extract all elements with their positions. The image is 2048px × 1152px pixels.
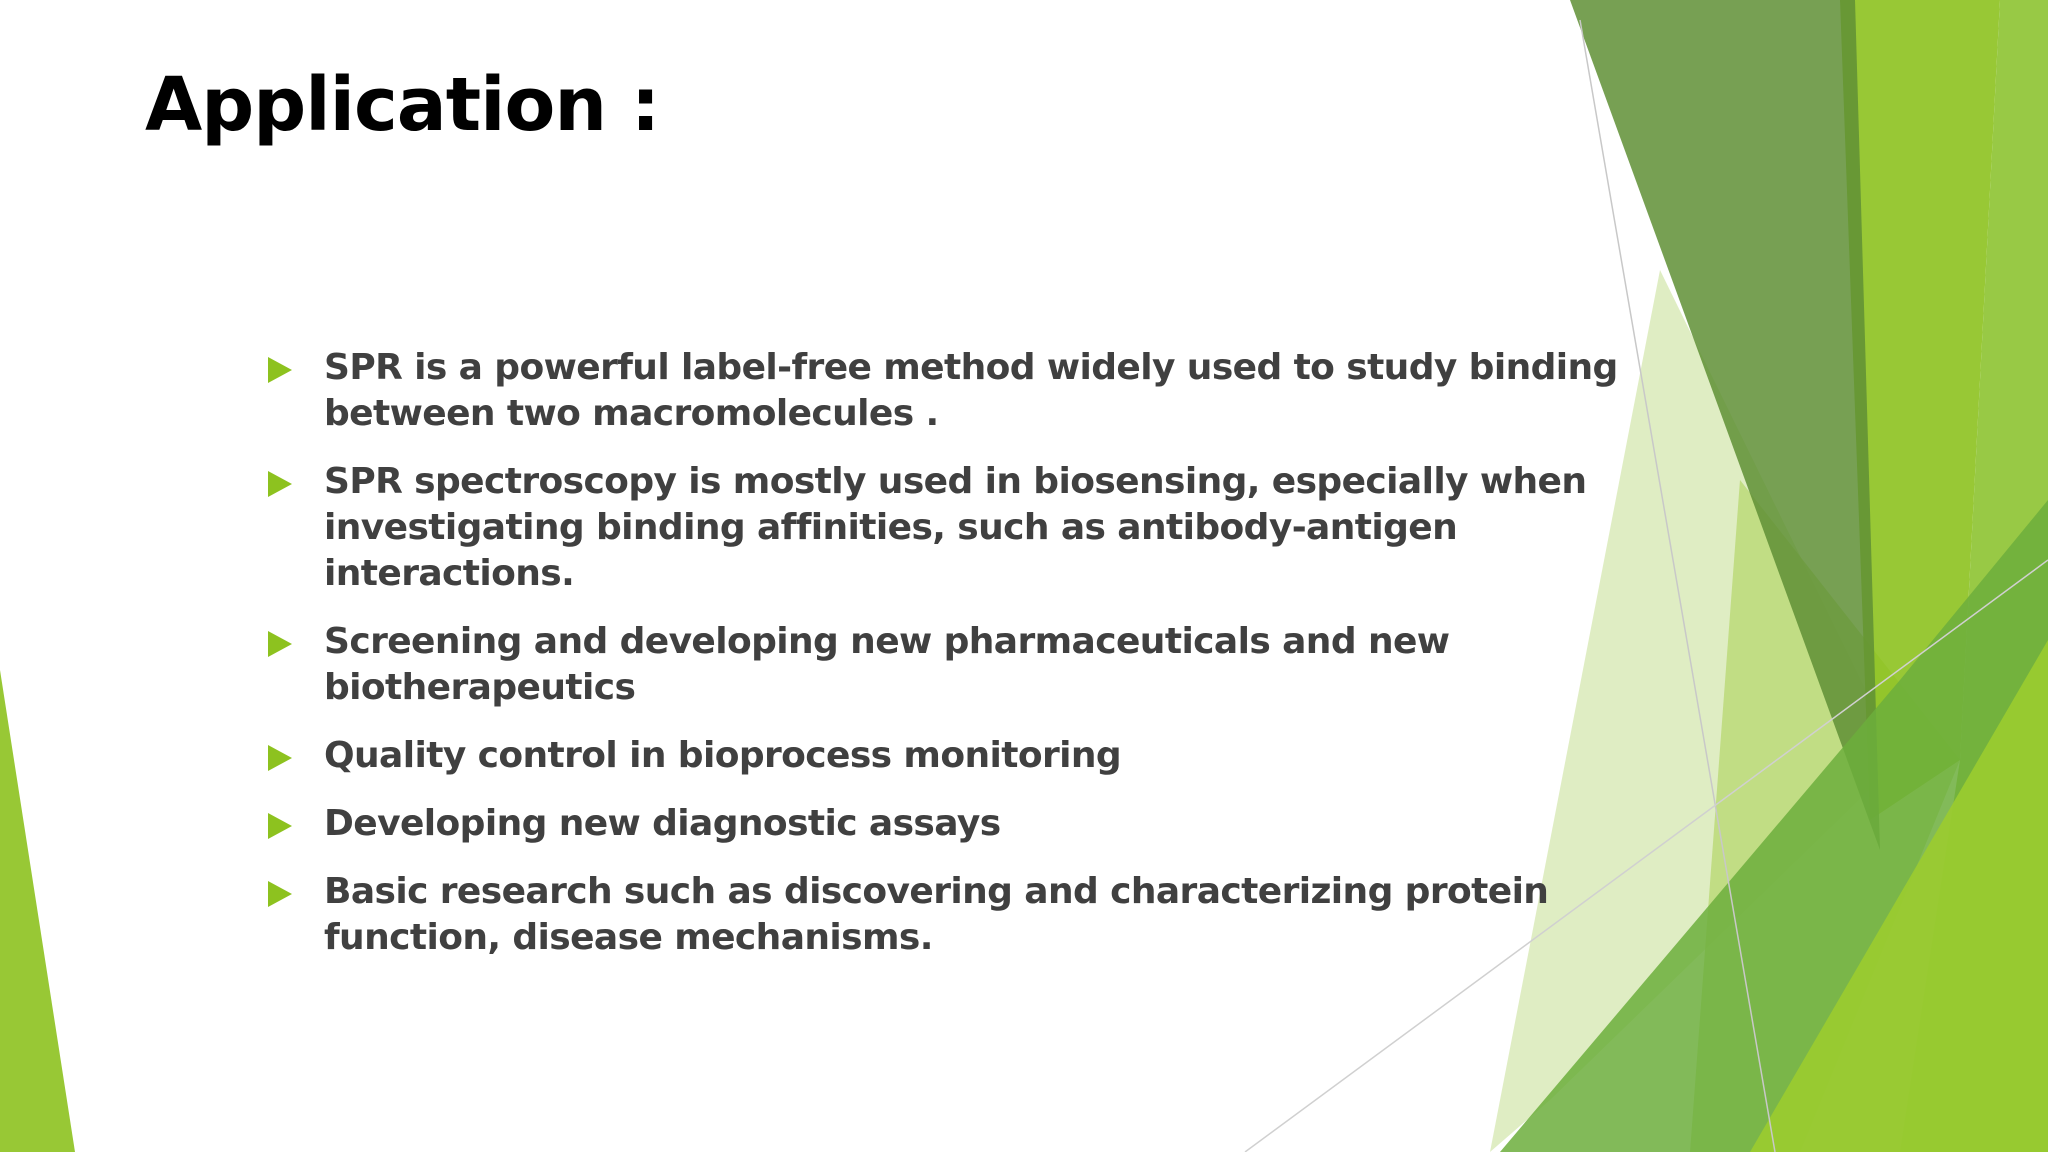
- bullet-list: [268, 345, 1648, 983]
- bullet-text: SPR is a powerful label-free method widely used to study binding between two macromolecules .: [324, 347, 1618, 434]
- triangle-right-icon: [268, 745, 292, 771]
- triangle-right-icon: [268, 631, 292, 657]
- left-green-wedge: [0, 670, 75, 1152]
- bullet-item: [268, 801, 1648, 847]
- triangle-right-icon: [268, 357, 292, 383]
- bullet-text: Basic research such as discovering and characterizing protein function, disease mechanisms.: [324, 871, 1549, 958]
- slide-title: Application :: [145, 62, 660, 148]
- bullet-text: Screening and developing new pharmaceuticals and new biotherapeutics: [324, 621, 1450, 708]
- bullet-item: [268, 345, 1648, 437]
- bullet-item: [268, 619, 1648, 711]
- triangle-right-icon: [268, 471, 292, 497]
- bullet-text: Quality control in bioprocess monitoring: [324, 735, 1122, 776]
- bullet-item: [268, 733, 1648, 779]
- bullet-item: [268, 459, 1648, 597]
- bullet-text: Developing new diagnostic assays: [324, 803, 1001, 844]
- triangle-right-icon: [268, 881, 292, 907]
- triangle-right-icon: [268, 813, 292, 839]
- bullet-item: [268, 869, 1648, 961]
- bullet-text: SPR spectroscopy is mostly used in biosensing, especially when investigating binding affinities, such as antibody-antigen interactions.: [324, 461, 1587, 594]
